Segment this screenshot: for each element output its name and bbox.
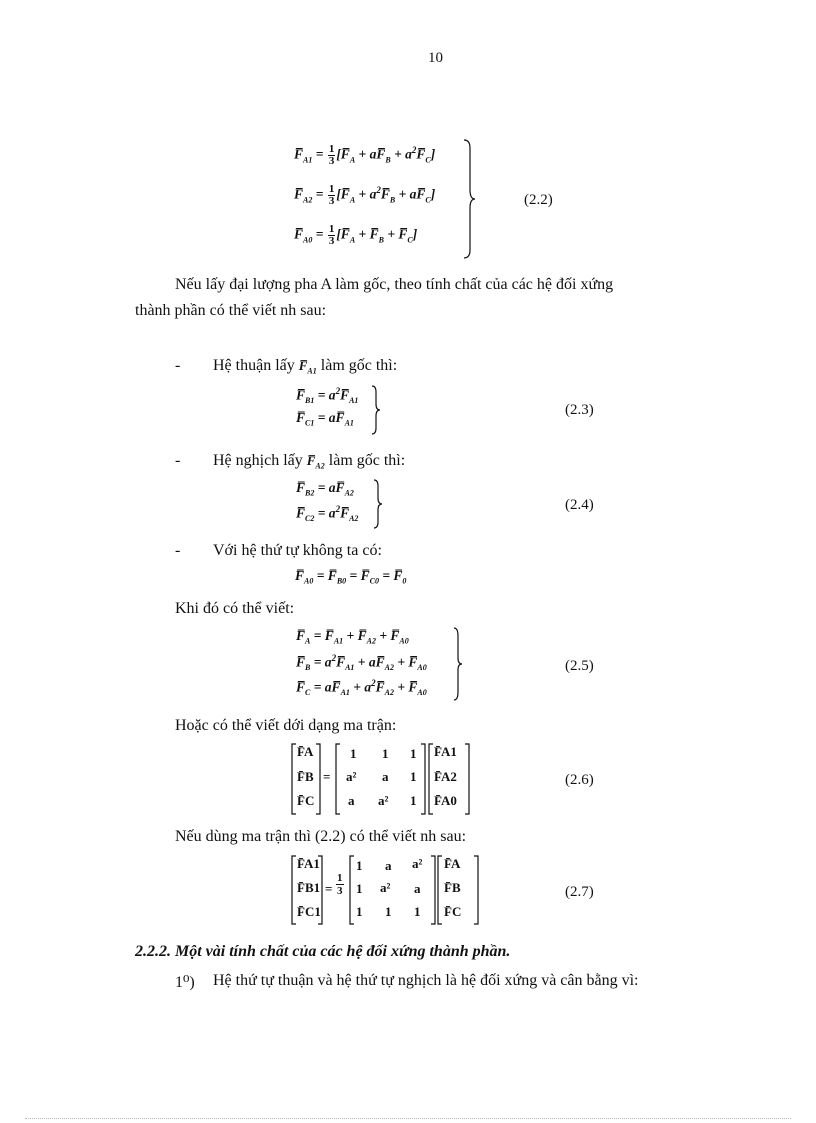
page-bottom-divider: [25, 1118, 791, 1119]
fraction-one-third: 1 3: [337, 872, 343, 897]
equation-2-2: [290, 138, 480, 260]
paragraph-line-2: thành phần có thể viết nh sau:: [135, 302, 327, 319]
matrix-right-1: F̄A1: [434, 744, 457, 759]
right-brace: [370, 384, 382, 436]
equation-2-7: [290, 854, 485, 926]
right-brace: [372, 478, 384, 530]
hoac-text: Hoặc có thể viết dới dạng ma trận:: [175, 717, 397, 734]
list-dash-2: -: [175, 452, 181, 469]
matrix-left-1: F̄A: [297, 744, 314, 759]
eq-2-5-line-2: $F̅_B$ = $a^2F̅_{A1}$ + $aF̅_{A2}$ + $F̅_{A0}$: [296, 653, 427, 673]
eq-2-2-line-3: $F̅_{A0}$ = $\frac{1}{3}$ [$F̅_A$ + $F̅_B$ + $F̅_C$]: [294, 223, 418, 247]
matrix-cell: a²: [346, 769, 357, 784]
eq-2-7-tag: (2.7): [565, 884, 594, 900]
matrix-cell: 1: [356, 904, 363, 919]
matrix-cell: a²: [380, 880, 391, 895]
matrix-cell: 1: [350, 746, 357, 761]
eq-2-4-line-2: $F̅_{C2}$ = $a^2F̅_{A2}$: [296, 504, 359, 524]
list-item-2-before: Hệ nghịch lấy: [213, 452, 303, 469]
matrix-cell: a²: [378, 793, 389, 808]
matrix-left-2: F̄B: [297, 769, 314, 784]
matrix-cell: 1: [356, 881, 363, 896]
right-brace: [452, 626, 464, 702]
list-item-1-symbol: $F̅_{A1}$: [298, 358, 317, 376]
page-number: 10: [428, 50, 443, 66]
matrix-cell: 1: [410, 769, 417, 784]
matrix-right-3: F̄C: [444, 904, 462, 919]
matrix-right-1: F̄A: [444, 856, 461, 871]
matrix-cell: 1: [410, 793, 417, 808]
equation-2-3: [292, 384, 392, 436]
equation-2-6: [290, 742, 475, 816]
matrix-left-2: F̄B1: [297, 880, 321, 895]
list-item-2: [213, 452, 405, 471]
eq-2-4-tag: (2.4): [565, 497, 594, 513]
matrix-cell: 1: [382, 746, 389, 761]
eq-2-3-line-1: $F̅_{B1}$ = $a^2F̅_{A1}$: [296, 386, 359, 406]
matrix-cell: 1: [356, 858, 363, 873]
matrix-cell: 1: [414, 904, 421, 919]
matrix-cell: 1: [410, 746, 417, 761]
list-item-2-after: làm gốc thì:: [328, 452, 406, 469]
list-item-2-symbol: $F̅_{A2}$: [306, 453, 325, 471]
matrix-right-3: F̄A0: [434, 793, 457, 808]
eq-2-6-tag: (2.6): [565, 772, 594, 788]
eq-2-5-line-3: $F̅_C$ = $aF̅_{A1}$ + $a^2F̅_{A2}$ + $F̅_{A0}$: [296, 678, 427, 698]
matrix-left-1: F̄A1: [297, 856, 320, 871]
neu-dung-text: Nếu dùng ma trận thì (2.2) có thể viết nh sau:: [175, 828, 467, 845]
eq-2-2-line-2: $F̅_{A2}$ = $\frac{1}{3}$ [$F̅_A$ + $a^2F̅_B$ + $aF̅_C$]: [294, 183, 436, 207]
matrix-left-3: F̄C1: [297, 904, 321, 919]
matrix-left-3: F̄C: [297, 793, 315, 808]
equals-sign: =: [325, 881, 333, 896]
matrix-right-2: F̄A2: [434, 769, 457, 784]
matrix-cell: a: [382, 769, 389, 784]
eq-2-2-line-1: $F̅_{A1}$ = $\frac{1}{3}$ [$F̅_A$ + $aF̅_B$ + $a^2F̅_C$]: [294, 143, 436, 167]
eq-2-2-tag: (2.2): [524, 192, 553, 208]
matrix-cell: a: [385, 858, 392, 873]
numbered-label: 1⁰): [175, 974, 195, 991]
eq-2-5-line-1: $F̅_A$ = $F̅_{A1}$ + $F̅_{A2}$ + $F̅_{A0}$: [296, 628, 409, 646]
numbered-item-text: Hệ thứ tự thuận và hệ thứ tự nghịch là hệ đối xứng và cân bằng vì:: [213, 972, 639, 989]
matrix-cell: a: [414, 881, 421, 896]
matrix-cell: a²: [412, 856, 423, 871]
paragraph-line-1: Nếu lấy đại lượng pha A làm gốc, theo tính chất của các hệ đối xứng: [175, 276, 614, 293]
list-item-1: [213, 357, 397, 376]
list-item-3: Với hệ thứ tự không ta có:: [213, 542, 382, 559]
list-dash-1: -: [175, 357, 181, 374]
khi-do-text: Khi đó có thể viết:: [175, 600, 295, 617]
equals-sign: =: [323, 769, 331, 784]
list-item-1-after: làm gốc thì:: [320, 357, 398, 374]
eq-2-5-tag: (2.5): [565, 658, 594, 674]
list-item-1-before: Hệ thuận lấy: [213, 357, 295, 374]
matrix-cell: 1: [385, 904, 392, 919]
right-brace: [462, 138, 478, 260]
matrix-cell: a: [348, 793, 355, 808]
matrix-right-2: F̄B: [444, 880, 461, 895]
equation-2-5: [292, 626, 467, 702]
equation-zero-sequence: $F̅_{A0}$ = $F̅_{B0}$ = $F̅_{C0}$ = $F̅_0$: [295, 568, 407, 586]
eq-2-3-tag: (2.3): [565, 402, 594, 418]
section-heading: 2.2.2. Một vài tính chất của các hệ đối xứng thành phần.: [135, 943, 511, 960]
equation-2-4: [292, 478, 392, 530]
list-dash-3: -: [175, 542, 181, 559]
eq-2-3-line-2: $F̅_{C1}$ = $aF̅_{A1}$: [296, 410, 354, 428]
eq-2-4-line-1: $F̅_{B2}$ = $aF̅_{A2}$: [296, 480, 354, 498]
